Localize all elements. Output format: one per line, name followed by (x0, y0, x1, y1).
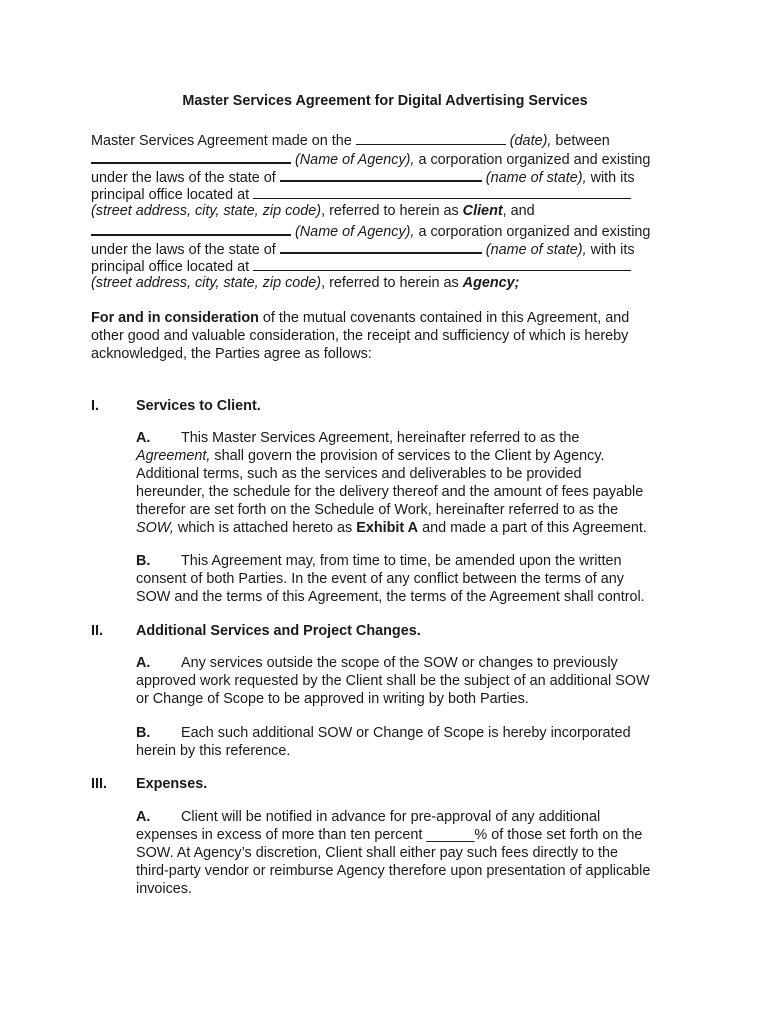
address-blank-2[interactable] (253, 256, 631, 271)
section-2b-line-2: herein by this reference. (136, 743, 291, 759)
preamble-line-6: (Name of Agency), a corporation organized and existing (91, 220, 650, 241)
agency-name-blank-1[interactable] (91, 148, 291, 164)
section-1a-line-5: therefor are set forth on the Schedule of Work, hereinafter referred to as the (136, 502, 619, 518)
section-1a-line-3: Additional terms, such as the services and deliverables to be provided (136, 466, 582, 482)
preamble-line-8: principal office located at (91, 256, 631, 276)
consideration-line-1: For and in consideration of the mutual covenants contained in this Agreement, and (91, 310, 630, 326)
preamble-line-5: (street address, city, state, zip code), referred to herein as Client, and (91, 203, 535, 219)
section-2-heading: Additional Services and Project Changes. (136, 623, 421, 639)
date-blank[interactable] (356, 130, 506, 145)
section-3a-line-1: A. Client will be notified in advance for pre-approval of any additional (136, 809, 601, 825)
address-blank-1[interactable] (253, 184, 631, 199)
section-1a-line-1: A. This Master Services Agreement, hereinafter referred to as the (136, 430, 580, 446)
section-2b-line-1: B. Each such additional SOW or Change of Scope is hereby incorporated (136, 725, 631, 741)
state-blank-1[interactable] (280, 166, 482, 182)
section-1a-line-2: Agreement, shall govern the provision of services to the Client by Agency. (136, 448, 605, 464)
preamble-line-4: principal office located at (91, 184, 631, 204)
section-3a-line-3: SOW. At Agency’s discretion, Client shall either pay such fees directly to the (136, 845, 619, 861)
section-3-heading: Expenses. (136, 776, 208, 792)
agency-name-blank-2[interactable] (91, 220, 291, 236)
section-1b-line-3: SOW and the terms of this Agreement, the terms of the Agreement shall control. (136, 589, 645, 605)
section-1-number: I. (91, 398, 99, 414)
preamble-line-3: under the laws of the state of (name of state), with its (91, 166, 635, 187)
section-3a-line-2: expenses in excess of more than ten percent ______% of those set forth on the (136, 827, 643, 843)
section-1a-line-4: hereunder, the schedule for the delivery thereof and the amount of fees payable (136, 484, 644, 500)
preamble-line-2: (Name of Agency), a corporation organized and existing (91, 148, 650, 169)
section-3-number: III. (91, 776, 107, 792)
section-2a-line-3: or Change of Scope to be approved in writing by both Parties. (136, 691, 529, 707)
section-1a-line-6: SOW, which is attached hereto as Exhibit A and made a part of this Agreement. (136, 520, 647, 536)
preamble-line-9: (street address, city, state, zip code), referred to herein as Agency; (91, 275, 520, 291)
section-1b-line-1: B. This Agreement may, from time to time, be amended upon the written (136, 553, 622, 569)
percent-blank[interactable]: ______ (426, 827, 475, 843)
section-1b-line-2: consent of both Parties. In the event of any conflict between the terms of any (136, 571, 624, 587)
preamble-line-7: under the laws of the state of (name of state), with its (91, 238, 635, 259)
consideration-line-3: acknowledged, the Parties agree as follows: (91, 346, 372, 362)
document-title: Master Services Agreement for Digital Advertising Services (182, 93, 588, 109)
consideration-line-2: other good and valuable consideration, the receipt and sufficiency of which is hereby (91, 328, 629, 344)
section-2a-line-2: approved work requested by the Client shall be the subject of an additional SOW (136, 673, 650, 689)
section-3a-line-4: third-party vendor or reimburse Agency therefore upon presentation of applicable (136, 863, 651, 879)
state-blank-2[interactable] (280, 238, 482, 254)
section-3a-line-5: invoices. (136, 881, 192, 897)
section-2-number: II. (91, 623, 103, 639)
section-1-heading: Services to Client. (136, 398, 261, 414)
section-2a-line-1: A. Any services outside the scope of the SOW or changes to previously (136, 655, 618, 671)
preamble-line-1: Master Services Agreement made on the (date), between (91, 130, 610, 150)
